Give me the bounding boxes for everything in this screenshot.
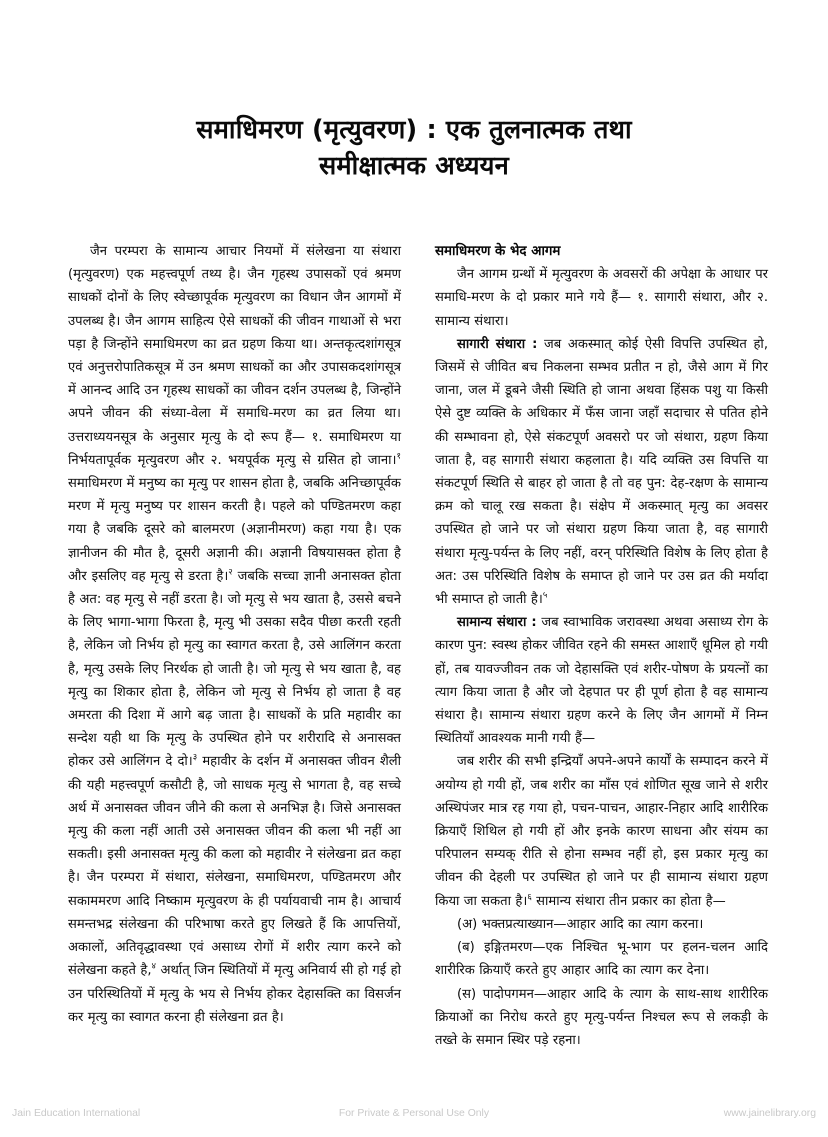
paragraph-left-1-text-after: समाधिमरण में मनुष्य का मृत्यु पर शासन होता है, जबकि अनिच्छापूर्वक मरण में मृत्यु मनुष्य पर शासन करती है। पहले को पण्डितमरण कहा गया है जबकि दूसरे को बालमरण (अज्ञानीमरण) कहा गया है। एक ज्ञानीजन की मौत है, दूसरी अज्ञानी की। अज्ञानी विषयासक्त होता है और इसलिए वह मृत्यु से डरता है। (68, 476, 401, 584)
paragraph-right-6-ingitmaran: (ब) इङ्गितमरण—एक निश्चित भू-भाग पर हलन-चलन आदि शारीरिक क्रियाएँ करते हुए आहार आदि का त्याग कर देना। (435, 940, 768, 979)
run-in-label-sagari-santhara: सागारी संथारा : (457, 336, 538, 352)
footer-left-text: Jain Education International (12, 1107, 141, 1119)
footnote-marker-3: ३ (192, 753, 198, 764)
paragraph-right-3-text: जब स्वाभाविक जरावस्था अथवा असाध्य रोग के कारण पुन: स्वस्थ होकर जीवित रहने की समस्त आशाएँ धूमिल हो गयी हों, तब यावज्जीवन तक जो देहासक्ति एवं शरीर-पोषण के प्रयत्नों का त्याग किया जाता है और जो देहपात पर ही पूर्ण होता है वह सामान्य संथारा है। सामान्य संथारा ग्रहण करने के लिए जैन आगमों में निम्न स्थितियाँ आवश्यक मानी गयी हैं— (435, 615, 768, 747)
run-in-label-samanya-santhara: सामान्य संथारा : (457, 615, 537, 631)
footnote-marker-6: ६ (527, 892, 532, 903)
footnote-marker-1: १ (396, 451, 401, 462)
page-title-line-1: समाधिमरण (मृत्युवरण) : एक तुलनात्मक तथा (196, 115, 632, 145)
page-title (78, 112, 750, 184)
paragraph-left-2-text-3: महावीर के दर्शन में अनासक्त जीवन शैली की यही महत्त्वपूर्ण कसौटी है, जो साधक मृत्यु से भागता है, वह सच्चे अर्थ में अनासक्त जीवन जीने की कला से अनभिज्ञ है। जिसे अनासक्त मृत्यु की कला नहीं आती उसे अनासक्त जीवन की कला भी नहीं आ सकती। इसी अनासक्त मृत्यु की कला को महावीर ने संलेखना व्रत कहा है। जैन परम्परा में संथारा, संलेखना, समाधिमरण, पण्डितमरण और सकाममरण आदि निष्काम मृत्युवरण के ही पर्यायवाची नाम है। आचार्य समन्तभद्र संलेखना की परिभाषा करते हुए लिखते हैं कि आपत्तियों, अकालों, अतिवृद्धावस्था एवं असाध्य रोगों में शरीर त्याग करने को संलेखना कहते है, (68, 754, 401, 979)
paragraph-left-2-text: जबकि सच्चा ज्ञानी अनासक्त होता है अत: वह मृत्यु से नहीं डरता है। जो मृत्यु से भय खाता है, उससे बचने के लिए भागा-भागा फिरता है, मृत्यु भी उसका सदैव पीछा करती रहती है, लेकिन जो निर्भय हो मृत्यु का स्वागत करता है, उसे आलिंगन करता है, मृत्यु उसके लिए निरर्थक हो जाती है। जो मृत्यु से भय खाता है, वह मृत्यु का शिकार होता है, लेकिन जो मृत्यु से निर्भय हो जाता है वह अमरता की दिशा में आगे बढ़ जाता है। साधकों के प्रति महावीर का सन्देश यही था कि मृत्यु के उपस्थित होने पर शरीरादि से अनासक्त होकर उसे आलिंगन दे दो। (68, 568, 401, 770)
page-footer (0, 1098, 828, 1128)
paragraph-right-7-padopagaman: (स) पादोपगमन—आहार आदि के त्याग के साथ-साथ शारीरिक क्रियाओं का निरोध करते हुए मृत्यु-पर्यन्त निश्चल रूप से लकड़ी के तख्ते के समान स्थिर पड़े रहना। (435, 986, 768, 1048)
paragraph-right-4 (435, 750, 768, 912)
paragraph-right-1: जैन आगम ग्रन्थों में मृत्युवरण के अवसरों की अपेक्षा के आधार पर समाधि-मरण के दो प्रकार माने गये हैं— १. सागारी संथारा, और २. सामान्य संथारा। (435, 267, 768, 329)
right-column (435, 240, 768, 1070)
footnote-marker-5: ५ (542, 590, 548, 601)
paragraph-right-2 (435, 333, 768, 611)
page-title-line-2: समीक्षात्मक अध्ययन (318, 151, 510, 182)
footnote-marker-4: ४ (151, 961, 157, 972)
section-heading-samadhimaran-ke-bhed-agam: समाधिमरण के भेद आगम (435, 244, 561, 259)
paragraph-right-5-bhaktapratyakhyan: (अ) भक्तप्रत्याख्यान—आहार आदि का त्याग करना। (457, 916, 704, 932)
two-column-body (68, 240, 768, 1070)
paragraph-right-4-text-after: सामान्य संथारा तीन प्रकार का होता है— (531, 893, 726, 909)
footer-right-link[interactable]: www.jainelibrary.org (723, 1107, 816, 1119)
left-column (68, 240, 401, 1070)
footnote-marker-2: २ (228, 567, 233, 578)
paragraph-right-3 (435, 611, 768, 750)
paragraph-right-2-text: जब अकस्मात् कोई ऐसी विपत्ति उपस्थित हो, जिसमें से जीवित बच निकलना सम्भव प्रतीत न हो, जैसे आग में गिर जाना, जल में डूबने जैसी स्थिति हो जाना अथवा हिंसक पशु या किसी ऐसे दुष्ट व्यक्ति के अधिकार में फँस जाना जहाँ सदाचार से पतित होने की सम्भावना हो, ऐसे संकटपूर्ण अवसरो पर जो संथारा, ग्रहण किया जाता है, वह सागारी संथारा कहलाता है। यदि व्यक्ति उस विपत्ति या संकटपूर्ण स्थिति से बाहर हो जाता है तो वह पुन: देह-रक्षण के सामान्य क्रम को चालू रख सकता है। संक्षेप में अकस्मात् मृत्यु का अवसर उपस्थित हो जाने पर जो संथारा ग्रहण किया जाता है, वह सागारी संथारा मृत्यु-पर्यन्त के लिए नहीं, वरन् परिस्थिति विशेष के लिए होता है अत: उस परिस्थिति विशेष के समाप्त हो जाने पर उस व्रत की मर्यादा भी समाप्त हो जाती है। (435, 336, 768, 608)
paragraph-left-1 (68, 240, 401, 1029)
footer-center-text: For Private & Personal Use Only (338, 1107, 490, 1119)
paragraph-right-4-text: जब शरीर की सभी इन्द्रियाँ अपने-अपने कार्यों के सम्पादन करने में अयोग्य हो गयी हों, जब शरीर का मॉंस एवं शोणित सूख जाने से शरीर अस्थिपंजर मात्र रह गया हो, पचन-पाचन, आहार-निहार आदि शारीरिक क्रियाएँ शिथिल हो गयी हों और इनके कारण साधना और संयम का परिपालन सम्यक् रीति से होना सम्भव नहीं हो, इस प्रकार मृत्यु का जीवन की देहली पर उपस्थित हो जाने पर ही सामान्य संथारा ग्रहण किया जा सकता है। (435, 754, 768, 909)
paragraph-left-2-text-4: अर्थात् जिन स्थितियों में मृत्यु अनिवार्य सी हो गई हो उन परिस्थितियों में मृत्यु के भय से निर्भय होकर देहासक्ति का विसर्जन कर मृत्यु का स्वागत करना ही संलेखना व्रत है। (68, 963, 401, 1025)
paragraph-left-1-text: जैन परम्परा के सामान्य आचार नियमों में संलेखना या संथारा (मृत्युवरण) एक महत्त्वपूर्ण तथ्य है। जैन गृहस्थ उपासकों एवं श्रमण साधकों दोनों के लिए स्वेच्छापूर्वक मृत्युवरण का विधान जैन आगमों में उपलब्ध है। जैन आगम साहित्य ऐसे साधकों की जीवन गाथाओं से भरा पड़ा है जिन्होंने समाधिमरण का व्रत ग्रहण किया था। अन्तकृत्दशांगसूत्र एवं अनुत्तरोपातिकसूत्र में उन श्रमण साधकों का और उपासकदशांगसूत्र में आनन्द आदि उन गृहस्थ साधकों का जीवन दर्शन उपलब्ध है, जिन्होंने अपने जीवन की संध्या-वेला में समाधि-मरण का व्रत लिया था। उत्तराध्ययनसूत्र के अनुसार मृत्यु के दो रूप हैं— १. समाधिमरण या निर्भयतापूर्वक मृत्युवरण और २. भयपूर्वक मृत्यु से ग्रसित हो जाना। (68, 244, 401, 468)
